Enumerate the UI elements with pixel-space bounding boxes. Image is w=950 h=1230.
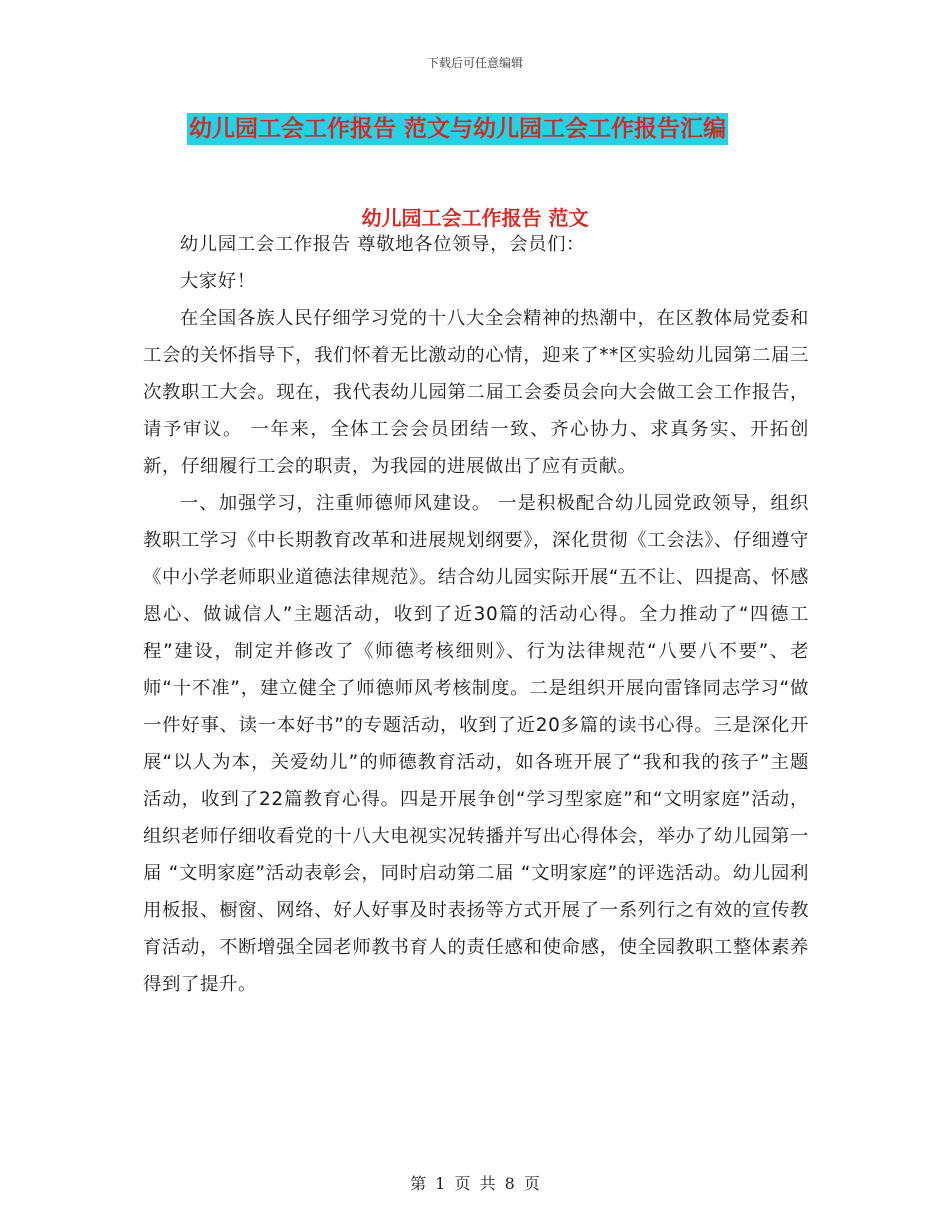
document-body	[143, 226, 809, 1003]
header-note: 下载后可任意编辑	[426, 56, 523, 70]
paragraph-salutation: 幼儿园工会工作报告 尊敬地各位领导，会员们：	[179, 234, 586, 255]
paragraph-section-one: 一、加强学习，注重师德师风建设。 一是积极配合幼儿园党政领导，组织教职工学习《中长期教育改革和进展规划纲要》，深化贯彻《工会法》、仔细遵守《中小学老师职业道德法律规范》。结合幼儿园实际开展“五不让、四提高、怀感恩心、做诚信人”主题活动，收到了近30篇的活动心得。全力推动了“四德工程”建设，制定并修改了《师德考核细则》、行为法律规范“八要八不要”、老师“十不准”，建立健全了师德师风考核制度。二是组织开展向雷锋同志学习“做一件好事、读一本好书”的专题活动，收到了近20多篇的读书心得。三是深化开展“以人为本，关爱幼儿”的师德教育活动，如各班开展了“我和我的孩子”主题活动，收到了22篇教育心得。四是开展争创“学习型家庭”和“文明家庭”活动，组织老师仔细收看党的十八大电视实况转播并写出心得体会，举办了幼儿园第一届 “文明家庭”活动表彰会，同时启动第二届 “文明家庭”的评选活动。幼儿园利用板报、橱窗、网络、好人好事及时表扬等方式开展了一系列行之有效的宣传教育活动，不断增强全园老师教书育人的责任感和使命感，使全园教职工整体素养得到了提升。	[143, 493, 809, 995]
section-title: 幼儿园工会工作报告 范文	[361, 206, 589, 230]
paragraph-greeting: 大家好！	[179, 271, 256, 292]
paragraph-intro: 在全国各族人民仔细学习党的十八大全会精神的热潮中，在区教体局党委和工会的关怀指导下，我们怀着无比激动的心情，迎来了**区实验幼儿园第二届三次教职工大会。现在，我代表幼儿园第二届工会委员会向大会做工会工作报告，请予审议。 一年来，全体工会会员团结一致、齐心协力、求真务实、开拓创新，仔细履行工会的职责，为我园的进展做出了应有贡献。	[143, 308, 809, 477]
page-number-footer: 第 1 页 共 8 页	[410, 1174, 540, 1193]
document-title: 幼儿园工会工作报告 范文与幼儿园工会工作报告汇编	[187, 113, 728, 145]
